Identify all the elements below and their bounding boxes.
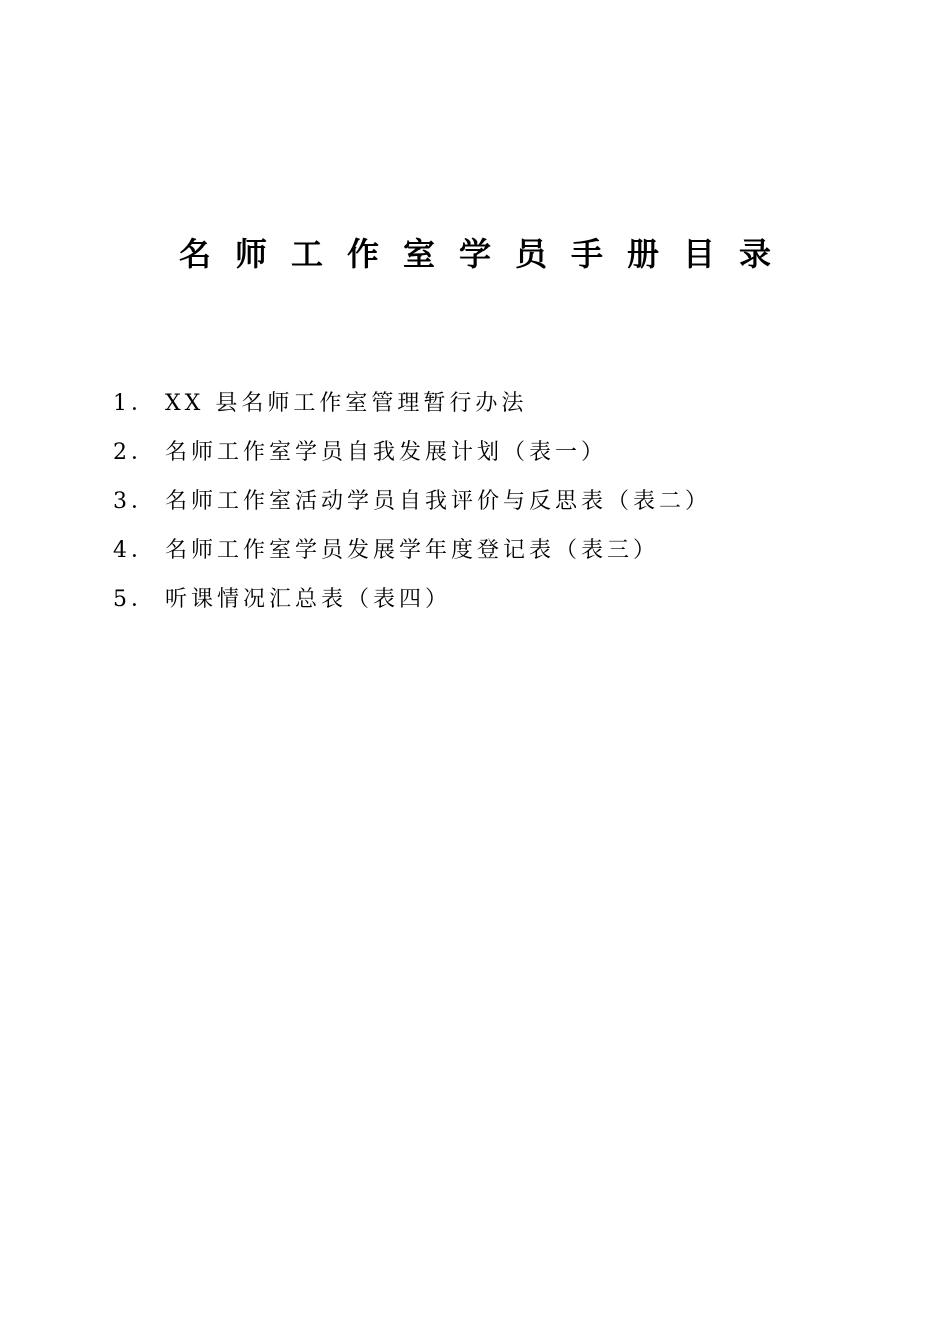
toc-item-3	[113, 483, 913, 532]
toc-item-number: 1．	[113, 391, 157, 416]
table-of-contents	[113, 385, 913, 630]
toc-item-text: 名师工作室学员自我发展计划（表一）	[165, 440, 608, 465]
toc-item-number: 5．	[113, 587, 157, 612]
toc-item-number: 3．	[113, 489, 157, 514]
toc-item-text: 名师工作室学员发展学年度登记表（表三）	[165, 538, 660, 563]
toc-item-4	[113, 532, 913, 581]
toc-item-1	[113, 385, 913, 434]
toc-item-2	[113, 434, 913, 483]
toc-item-text: XX 县名师工作室管理暂行办法	[165, 391, 528, 416]
toc-item-text: 名师工作室活动学员自我评价与反思表（表二）	[165, 489, 712, 514]
toc-item-number: 4．	[113, 538, 157, 563]
toc-item-5	[113, 581, 913, 630]
toc-item-number: 2．	[113, 440, 157, 465]
toc-item-text: 听课情况汇总表（表四）	[165, 587, 452, 612]
page-title: 名师工作室学员手册目录	[178, 235, 795, 273]
